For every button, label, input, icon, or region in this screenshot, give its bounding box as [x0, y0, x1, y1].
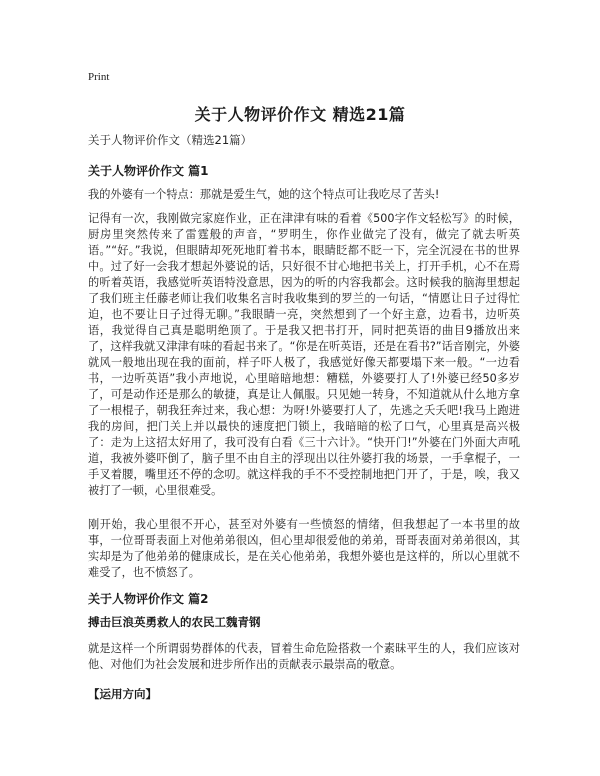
- paragraph-intro: 我的外婆有一个特点：那就是爱生气，她的这个特点可让我吃尽了苦头!: [88, 188, 440, 201]
- document-title: 关于人物评价作文 精选21篇: [194, 105, 406, 124]
- section-heading-1: 关于人物评价作文 篇1: [88, 164, 209, 178]
- section-subheading-hero: 搏击巨浪英勇救人的农民工魏青钢: [88, 615, 261, 629]
- paragraph-reflect: 刚开始，我心里很不开心，甚至对外婆有一些愤怒的情绪，但我想起了一本书里的故事，一位哥哥表面上对他弟弟很凶，但心里却很爱他的弟弟，哥哥表面对弟弟很凶，其实却是为了他弟弟的健康成长，是在关心他弟弟，我想外婆也是这样的，所以心里就不难受了，也不愤怒了。: [88, 518, 520, 579]
- print-label[interactable]: Print: [88, 71, 110, 83]
- document-subtitle: 关于人物评价作文（精选21篇）: [88, 133, 253, 147]
- section-heading-2: 关于人物评价作文 篇2: [88, 592, 209, 606]
- usage-heading: 【运用方向】: [88, 687, 157, 701]
- paragraph-hero: 就是这样一个所谓弱势群体的代表，冒着生命危险搭救一个素昧平生的人，我们应该对他、对他们为社会发展和进步所作出的贡献表示最崇高的敬意。: [88, 642, 520, 671]
- paragraph-story: 记得有一次，我刚做完家庭作业，正在津津有味的看着《500字作文轻松写》的时候，厨房里突然传来了雷霆般的声音，“罗明生，你作业做完了没有，做完了就去听英语。”“好。”我说，但眼睛却死死地盯着书本，眼睛眨都不眨一下，完全沉浸在书的世界中。过了好一会我才想起外婆说的话，只好很不甘心地把书关上，打开手机，心不在焉的听着英语，我感觉听英语特没意思，因为的听的内容我都会。这时候我的脑海里想起了我们班主任藤老师让我们收集名言时我收集到的罗兰的一句话，“情愿让日子过得忙迫，也不要让日子过得无聊。”我眼睛一亮，突然想到了一个好主意，边看书，边听英语，我觉得自己真是聪明绝顶了。于是我又把书打开，同时把英语的曲目9播放出来了，这样我就又津津有味的看起书来了。“你是在听英语，还是在看书?”话音刚完，外婆就风一般地出现在我的面前，样子吓人极了，我感觉好像天都要塌下来一般。“一边看书，一边听英语”我小声地说，心里暗暗地想：糟糕，外婆要打人了!外婆已经50多岁了，可是动作还是那么的敏捷，真是让人佩服。只见她一转身，不知道就从什么地方拿了一根棍子，朝我狂奔过来，我心想：为呀!外婆要打人了，先逃之夭夭吧!我马上跑进我的房间，把门关上并以最快的速度把门锁上，我暗暗的松了口气，心里真是高兴极了：走为上这招太好用了，我可没有白看《三十六计》。“快开门!”外婆在门外面大声吼道，我被外婆吓倒了，脑子里不由自主的浮现出以往外婆打我的场景，一手拿棍子，一手叉着腰，嘴里还不停的念叨。就这样我的手不不受控制地把门开了，于是，唉，我又被打了一顿，心里很难受。: [88, 212, 520, 497]
